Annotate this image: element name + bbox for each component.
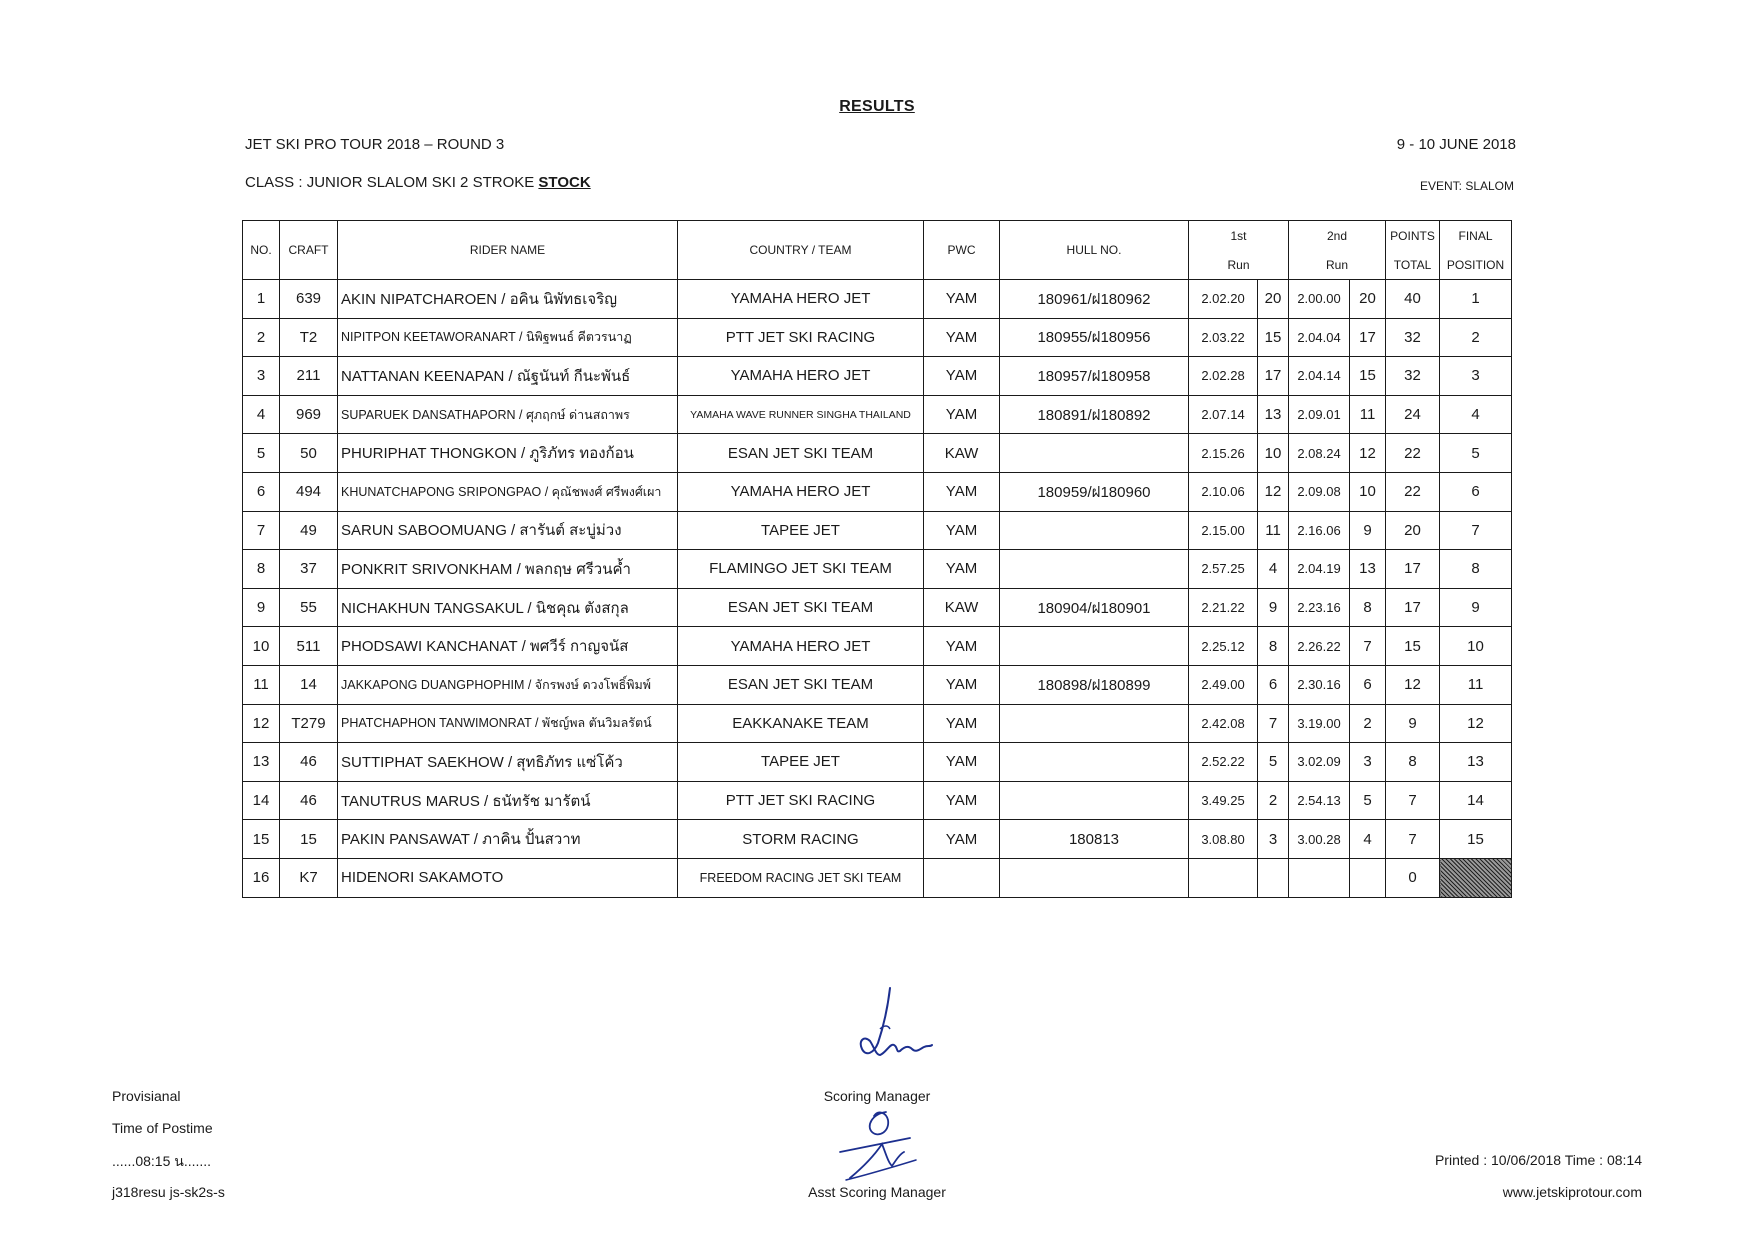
cell-craft: T2 (280, 318, 338, 357)
table-row (243, 781, 1512, 820)
cell-hull-no (1000, 627, 1189, 666)
cell-run2-time: 2.23.16 (1289, 588, 1350, 627)
cell-run2-points: 6 (1350, 665, 1386, 704)
cell-run1-time: 3.08.80 (1189, 820, 1258, 859)
cell-pwc: YAM (924, 395, 1000, 434)
cell-points-total: 32 (1386, 318, 1440, 357)
table-row (243, 704, 1512, 743)
cell-final-position: 12 (1440, 704, 1512, 743)
cell-no: 15 (243, 820, 280, 859)
cell-craft: K7 (280, 858, 338, 897)
cell-run1-time: 2.03.22 (1189, 318, 1258, 357)
cell-run2-time: 2.08.24 (1289, 434, 1350, 473)
cell-no: 11 (243, 665, 280, 704)
cell-run1-points: 5 (1258, 743, 1289, 782)
cell-points-total: 12 (1386, 665, 1440, 704)
cell-final-position-hatched (1440, 858, 1512, 897)
cell-final-position: 1 (1440, 280, 1512, 319)
cell-points-total: 7 (1386, 781, 1440, 820)
cell-run1-time: 2.42.08 (1189, 704, 1258, 743)
cell-hull-no (1000, 781, 1189, 820)
cell-no: 5 (243, 434, 280, 473)
cell-pwc: YAM (924, 472, 1000, 511)
asst-scoring-manager-label: Asst Scoring Manager (808, 1184, 946, 1200)
cell-run2-time: 3.02.09 (1289, 743, 1350, 782)
cell-points-total: 22 (1386, 434, 1440, 473)
cell-hull-no (1000, 858, 1189, 897)
cell-run2-points: 15 (1350, 357, 1386, 396)
cell-rider-name: KHUNATCHAPONG SRIPONGPAO / คุณัชพงศ์ ศรีพงศ์เผา (338, 472, 678, 511)
cell-rider-name: TANUTRUS MARUS / ธนัทรัช มารัตน์ (338, 781, 678, 820)
cell-pwc: YAM (924, 357, 1000, 396)
cell-final-position: 15 (1440, 820, 1512, 859)
cell-run1-points: 2 (1258, 781, 1289, 820)
scoring-manager-signature (820, 985, 940, 1070)
cell-run2-points: 10 (1350, 472, 1386, 511)
header-country-team: COUNTRY / TEAM (678, 221, 924, 280)
cell-rider-name: PONKRIT SRIVONKHAM / พลกฤษ ศรีวนค้ำ (338, 550, 678, 589)
cell-run2-time: 2.16.06 (1289, 511, 1350, 550)
cell-run1-points: 12 (1258, 472, 1289, 511)
cell-run1-points: 8 (1258, 627, 1289, 666)
cell-no: 14 (243, 781, 280, 820)
results-table (242, 220, 1512, 898)
cell-run1-points: 9 (1258, 588, 1289, 627)
cell-team: FREEDOM RACING JET SKI TEAM (678, 858, 924, 897)
cell-no: 7 (243, 511, 280, 550)
header-hull-no: HULL NO. (1000, 221, 1189, 280)
cell-run1-points: 10 (1258, 434, 1289, 473)
cell-points-total: 7 (1386, 820, 1440, 859)
cell-craft: 55 (280, 588, 338, 627)
table-row (243, 395, 1512, 434)
cell-rider-name: PAKIN PANSAWAT / ภาคิน ปั้นสวาท (338, 820, 678, 859)
cell-craft: 15 (280, 820, 338, 859)
cell-run1-time: 2.57.25 (1189, 550, 1258, 589)
cell-run1-points (1258, 858, 1289, 897)
cell-run2-points: 5 (1350, 781, 1386, 820)
cell-no: 2 (243, 318, 280, 357)
cell-craft: 211 (280, 357, 338, 396)
cell-hull-no (1000, 434, 1189, 473)
cell-team: TAPEE JET (678, 743, 924, 782)
cell-run1-points: 3 (1258, 820, 1289, 859)
cell-craft: 969 (280, 395, 338, 434)
cell-pwc: YAM (924, 550, 1000, 589)
cell-final-position: 14 (1440, 781, 1512, 820)
cell-team: FLAMINGO JET SKI TEAM (678, 550, 924, 589)
cell-craft: 37 (280, 550, 338, 589)
cell-final-position: 11 (1440, 665, 1512, 704)
cell-craft: 46 (280, 743, 338, 782)
header-final: FINAL (1440, 221, 1512, 251)
header-first-run: 1st (1189, 221, 1289, 251)
cell-rider-name: JAKKAPONG DUANGPHOPHIM / จักรพงษ์ ดวงโพธิ์พิมพ์ (338, 665, 678, 704)
event-type: EVENT: SLALOM (1419, 179, 1514, 193)
cell-run1-time: 2.15.26 (1189, 434, 1258, 473)
cell-run2-points: 17 (1350, 318, 1386, 357)
scoring-manager-label: Scoring Manager (823, 1088, 931, 1104)
cell-run1-points: 13 (1258, 395, 1289, 434)
cell-no: 6 (243, 472, 280, 511)
cell-run2-points: 11 (1350, 395, 1386, 434)
cell-final-position: 7 (1440, 511, 1512, 550)
cell-pwc: YAM (924, 820, 1000, 859)
cell-hull-no: 180891/ฝ180892 (1000, 395, 1189, 434)
cell-craft: 50 (280, 434, 338, 473)
cell-run1-time: 2.52.22 (1189, 743, 1258, 782)
cell-run1-points: 11 (1258, 511, 1289, 550)
cell-run2-points: 2 (1350, 704, 1386, 743)
file-reference: j318resu js-sk2s-s (112, 1184, 225, 1200)
table-row (243, 665, 1512, 704)
cell-craft: T279 (280, 704, 338, 743)
cell-team: ESAN JET SKI TEAM (678, 665, 924, 704)
cell-team: YAMAHA HERO JET (678, 472, 924, 511)
class-line (245, 174, 591, 191)
website-url: www.jetskiprotour.com (1502, 1184, 1642, 1200)
cell-points-total: 17 (1386, 588, 1440, 627)
cell-no: 9 (243, 588, 280, 627)
cell-run2-time: 2.26.22 (1289, 627, 1350, 666)
class-category: STOCK (538, 174, 591, 191)
document-title: RESULTS (839, 98, 915, 115)
table-row (243, 743, 1512, 782)
header-points-total: TOTAL (1386, 250, 1440, 280)
cell-team: PTT JET SKI RACING (678, 781, 924, 820)
cell-points-total: 20 (1386, 511, 1440, 550)
cell-points-total: 24 (1386, 395, 1440, 434)
cell-pwc (924, 858, 1000, 897)
cell-run2-points (1350, 858, 1386, 897)
cell-run2-points: 4 (1350, 820, 1386, 859)
cell-run1-time: 2.07.14 (1189, 395, 1258, 434)
cell-rider-name: NIPITPON KEETAWORANART / นิพิฐพนธ์ คีตวรนาฏ (338, 318, 678, 357)
cell-run2-points: 8 (1350, 588, 1386, 627)
cell-hull-no: 180904/ฝ180901 (1000, 588, 1189, 627)
cell-craft: 494 (280, 472, 338, 511)
cell-team: ESAN JET SKI TEAM (678, 588, 924, 627)
cell-run1-points: 6 (1258, 665, 1289, 704)
table-row (243, 472, 1512, 511)
table-row (243, 588, 1512, 627)
cell-run1-time: 3.49.25 (1189, 781, 1258, 820)
cell-team: YAMAHA HERO JET (678, 357, 924, 396)
cell-run1-time: 2.02.28 (1189, 357, 1258, 396)
cell-rider-name: HIDENORI SAKAMOTO (338, 858, 678, 897)
table-row (243, 318, 1512, 357)
cell-run1-time: 2.15.00 (1189, 511, 1258, 550)
cell-no: 1 (243, 280, 280, 319)
cell-run1-points: 20 (1258, 280, 1289, 319)
cell-final-position: 5 (1440, 434, 1512, 473)
cell-hull-no (1000, 743, 1189, 782)
cell-pwc: KAW (924, 434, 1000, 473)
cell-run1-time: 2.21.22 (1189, 588, 1258, 627)
cell-hull-no (1000, 550, 1189, 589)
event-dates: 9 - 10 JUNE 2018 (1396, 136, 1516, 153)
table-row (243, 280, 1512, 319)
cell-points-total: 9 (1386, 704, 1440, 743)
cell-run1-points: 17 (1258, 357, 1289, 396)
cell-run2-time: 2.00.00 (1289, 280, 1350, 319)
cell-run1-points: 4 (1258, 550, 1289, 589)
cell-points-total: 8 (1386, 743, 1440, 782)
cell-craft: 46 (280, 781, 338, 820)
cell-team: YAMAHA HERO JET (678, 627, 924, 666)
time-of-posting-value: ......08:15 น....... (112, 1153, 212, 1169)
cell-final-position: 10 (1440, 627, 1512, 666)
provisional-label: Provisianal (112, 1088, 181, 1104)
cell-hull-no: 180955/ฝ180956 (1000, 318, 1189, 357)
cell-run2-time: 2.04.04 (1289, 318, 1350, 357)
cell-no: 8 (243, 550, 280, 589)
cell-run2-time: 2.04.14 (1289, 357, 1350, 396)
cell-run2-time: 2.04.19 (1289, 550, 1350, 589)
table-row (243, 434, 1512, 473)
header-first-run-sub: Run (1189, 250, 1289, 280)
cell-points-total: 15 (1386, 627, 1440, 666)
cell-run1-points: 7 (1258, 704, 1289, 743)
cell-hull-no: 180957/ฝ180958 (1000, 357, 1189, 396)
header-points: POINTS (1386, 221, 1440, 251)
cell-points-total: 32 (1386, 357, 1440, 396)
cell-run1-time: 2.10.06 (1189, 472, 1258, 511)
cell-rider-name: PHURIPHAT THONGKON / ภูริภัทร ทองก้อน (338, 434, 678, 473)
cell-rider-name: PHATCHAPHON TANWIMONRAT / พัชญ์พล ตันวิมลรัตน์ (338, 704, 678, 743)
cell-hull-no: 180961/ฝ180962 (1000, 280, 1189, 319)
printed-timestamp: Printed : 10/06/2018 Time : 08:14 (1434, 1152, 1642, 1168)
cell-final-position: 3 (1440, 357, 1512, 396)
header-no: NO. (243, 221, 280, 280)
table-row (243, 820, 1512, 859)
cell-final-position: 2 (1440, 318, 1512, 357)
cell-pwc: YAM (924, 318, 1000, 357)
cell-run2-time: 3.19.00 (1289, 704, 1350, 743)
cell-rider-name: SUPARUEK DANSATHAPORN / ศุภฤกษ์ ด่านสถาพร (338, 395, 678, 434)
table-row (243, 627, 1512, 666)
cell-craft: 49 (280, 511, 338, 550)
cell-no: 13 (243, 743, 280, 782)
cell-rider-name: SARUN SABOOMUANG / สารันต์ สะบู่ม่วง (338, 511, 678, 550)
cell-team: PTT JET SKI RACING (678, 318, 924, 357)
cell-final-position: 13 (1440, 743, 1512, 782)
cell-run2-points: 20 (1350, 280, 1386, 319)
cell-points-total: 17 (1386, 550, 1440, 589)
cell-run1-points: 15 (1258, 318, 1289, 357)
cell-hull-no: 180898/ฝ180899 (1000, 665, 1189, 704)
cell-run2-time: 2.09.08 (1289, 472, 1350, 511)
cell-run2-points: 3 (1350, 743, 1386, 782)
cell-team: YAMAHA WAVE RUNNER SINGHA THAILAND (678, 395, 924, 434)
cell-team: ESAN JET SKI TEAM (678, 434, 924, 473)
cell-hull-no (1000, 511, 1189, 550)
cell-team: YAMAHA HERO JET (678, 280, 924, 319)
cell-points-total: 40 (1386, 280, 1440, 319)
cell-no: 12 (243, 704, 280, 743)
cell-run2-points: 13 (1350, 550, 1386, 589)
cell-team: TAPEE JET (678, 511, 924, 550)
event-name: JET SKI PRO TOUR 2018 – ROUND 3 (245, 136, 505, 153)
cell-run2-time: 3.00.28 (1289, 820, 1350, 859)
cell-run1-time: 2.25.12 (1189, 627, 1258, 666)
cell-pwc: YAM (924, 280, 1000, 319)
cell-run2-points: 7 (1350, 627, 1386, 666)
time-of-posting-label: Time of Postime (112, 1120, 213, 1136)
header-craft: CRAFT (280, 221, 338, 280)
table-row (243, 357, 1512, 396)
cell-hull-no (1000, 704, 1189, 743)
cell-rider-name: PHODSAWI KANCHANAT / พศวีร์ กาญจนัส (338, 627, 678, 666)
cell-rider-name: SUTTIPHAT SAEKHOW / สุทธิภัทร แซ่โค้ว (338, 743, 678, 782)
cell-pwc: YAM (924, 665, 1000, 704)
cell-final-position: 9 (1440, 588, 1512, 627)
cell-no: 10 (243, 627, 280, 666)
header-rider-name: RIDER NAME (338, 221, 678, 280)
cell-points-total: 0 (1386, 858, 1440, 897)
cell-no: 3 (243, 357, 280, 396)
asst-scoring-manager-signature (820, 1108, 940, 1183)
header-final-position: POSITION (1440, 250, 1512, 280)
cell-run2-time (1289, 858, 1350, 897)
header-second-run-sub: Run (1289, 250, 1386, 280)
cell-pwc: KAW (924, 588, 1000, 627)
cell-hull-no: 180813 (1000, 820, 1189, 859)
table-row (243, 858, 1512, 897)
cell-final-position: 4 (1440, 395, 1512, 434)
cell-hull-no: 180959/ฝ180960 (1000, 472, 1189, 511)
cell-craft: 639 (280, 280, 338, 319)
cell-run1-time: 2.49.00 (1189, 665, 1258, 704)
table-row (243, 511, 1512, 550)
cell-run1-time: 2.02.20 (1189, 280, 1258, 319)
cell-run2-time: 2.09.01 (1289, 395, 1350, 434)
cell-run2-points: 9 (1350, 511, 1386, 550)
cell-points-total: 22 (1386, 472, 1440, 511)
cell-run2-time: 2.54.13 (1289, 781, 1350, 820)
cell-run1-time (1189, 858, 1258, 897)
header-pwc: PWC (924, 221, 1000, 280)
cell-pwc: YAM (924, 511, 1000, 550)
cell-rider-name: NATTANAN KEENAPAN / ณัฐนันท์ กีนะพันธ์ (338, 357, 678, 396)
cell-craft: 511 (280, 627, 338, 666)
cell-run2-points: 12 (1350, 434, 1386, 473)
cell-run2-time: 2.30.16 (1289, 665, 1350, 704)
cell-pwc: YAM (924, 743, 1000, 782)
cell-team: STORM RACING (678, 820, 924, 859)
cell-no: 4 (243, 395, 280, 434)
cell-rider-name: AKIN NIPATCHAROEN / อคิน นิพัทธเจริญ (338, 280, 678, 319)
class-name: CLASS : JUNIOR SLALOM SKI 2 STROKE (245, 174, 539, 191)
cell-pwc: YAM (924, 627, 1000, 666)
cell-pwc: YAM (924, 781, 1000, 820)
table-row (243, 550, 1512, 589)
cell-team: EAKKANAKE TEAM (678, 704, 924, 743)
cell-final-position: 6 (1440, 472, 1512, 511)
cell-rider-name: NICHAKHUN TANGSAKUL / นิชคุณ ตังสกุล (338, 588, 678, 627)
header-second-run: 2nd (1289, 221, 1386, 251)
cell-final-position: 8 (1440, 550, 1512, 589)
cell-no: 16 (243, 858, 280, 897)
cell-pwc: YAM (924, 704, 1000, 743)
cell-craft: 14 (280, 665, 338, 704)
